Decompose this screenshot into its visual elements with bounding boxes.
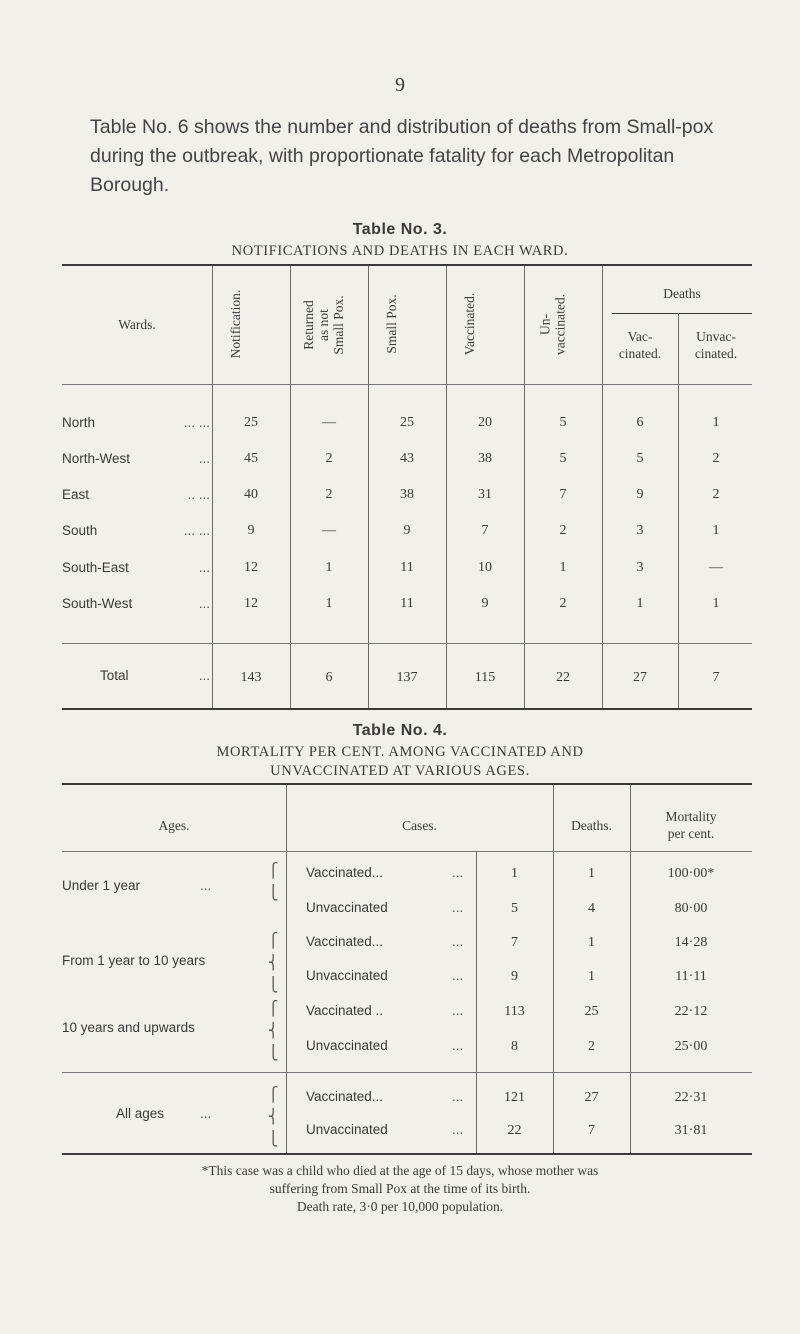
total-vaccinated-cell: 115: [474, 670, 496, 685]
cases-cell: 22: [507, 1123, 522, 1138]
mortality-cell: 31·81: [674, 1123, 708, 1138]
small-pox-cell: 9: [403, 523, 411, 538]
table4-col-divider: [476, 851, 477, 1153]
table3-bottom-rule: [62, 708, 752, 710]
mortality-cell: 22·31: [674, 1090, 708, 1105]
notification-cell: 9: [247, 523, 255, 538]
unvaccinated-cell: 2: [559, 596, 567, 611]
table3-header-unvaccinated: Un- vaccinated.: [537, 293, 568, 356]
table4-subtitle-line2: UNVACCINATED AT VARIOUS AGES.: [270, 763, 530, 779]
cases-cell: 1: [511, 866, 518, 881]
small-pox-cell: 11: [400, 560, 414, 575]
table4-col-divider: [286, 785, 287, 1153]
vaccinated-cell: 31: [478, 487, 492, 502]
unvaccinated-cell: 2: [559, 523, 567, 538]
table4-group-rule: [62, 1072, 752, 1073]
leader-dots: ...: [198, 596, 210, 611]
deaths-cell: 1: [588, 969, 595, 984]
brace-icon: ⎧ ⎩: [268, 864, 279, 901]
table3-header-deaths-vaccinated: Vac- cinated.: [618, 329, 662, 361]
ward-name: North-West: [62, 451, 131, 466]
deaths-vaccinated-cell: 6: [636, 415, 644, 430]
deaths-unvaccinated-cell: 2: [712, 487, 720, 502]
leader-dots: ...: [198, 560, 210, 575]
notification-cell: 40: [244, 487, 258, 502]
leader-dots: ...: [198, 451, 210, 466]
brace-icon: ⎧ ⎨ ⎩: [268, 1088, 279, 1147]
small-pox-cell: 43: [400, 451, 414, 466]
mortality-cell: 80·00: [674, 901, 708, 916]
cases-cell: 113: [504, 1004, 525, 1019]
table3-header-deaths: Deaths: [663, 286, 701, 301]
table3-header-deaths-unvaccinated: Unvac- cinated.: [694, 329, 738, 361]
deaths-vaccinated-cell: 3: [636, 560, 644, 575]
returned-cell: 1: [325, 596, 333, 611]
vaccinated-cell: 9: [481, 596, 489, 611]
leader-dots: .. ...: [187, 487, 210, 502]
brace-icon: ⎧ ⎨ ⎩: [268, 934, 279, 993]
returned-cell: —: [322, 415, 336, 430]
deaths-unvaccinated-cell: 1: [712, 523, 720, 538]
table3-subtitle: NOTIFICATIONS AND DEATHS IN EACH WARD.: [231, 243, 569, 259]
footnote-line: Death rate, 3·0 per 10,000 population.: [296, 1199, 504, 1214]
table4-subtitle-line1: MORTALITY PER CENT. AMONG VACCINATED AND: [216, 744, 584, 760]
footnote-line: *This case was a child who died at the age of 15 days, whose mother was: [201, 1163, 599, 1178]
deaths-cell: 7: [588, 1123, 595, 1138]
table3-total-rule: [62, 643, 752, 644]
leader-dots: ...: [452, 1122, 464, 1137]
returned-cell: 1: [325, 560, 333, 575]
deaths-cell: 1: [588, 866, 595, 881]
vaccination-type: Unvaccinated: [306, 968, 388, 983]
mortality-cell: 22·12: [674, 1004, 708, 1019]
leader-dots: ...: [198, 668, 210, 683]
table3-header-small-pox: Small Pox.: [384, 294, 399, 354]
deaths-vaccinated-cell: 9: [636, 487, 644, 502]
vaccination-type: Vaccinated...: [306, 1089, 384, 1104]
table3-header-returned: Returned as not Small Pox.: [301, 295, 346, 355]
leader-dots: ...: [452, 1003, 464, 1018]
deaths-cell: 25: [584, 1004, 599, 1019]
leader-dots: ...: [200, 1106, 212, 1121]
age-group-label: Under 1 year: [62, 878, 141, 893]
notification-cell: 25: [244, 415, 258, 430]
unvaccinated-cell: 1: [559, 560, 567, 575]
ward-name: South: [62, 523, 98, 538]
deaths-cell: 27: [584, 1090, 599, 1105]
total-deaths-vaccinated-cell: 27: [633, 670, 647, 685]
mortality-cell: 100·00*: [667, 866, 715, 881]
table3-header-notification: Notification.: [228, 289, 243, 359]
leader-dots: ...: [452, 934, 464, 949]
small-pox-cell: 38: [400, 487, 414, 502]
ward-name: South-East: [62, 560, 129, 575]
age-group-label: All ages: [116, 1106, 165, 1121]
vaccination-type: Vaccinated...: [306, 934, 384, 949]
leader-dots: ... ...: [183, 415, 210, 430]
cases-cell: 121: [504, 1090, 525, 1105]
table3-header-rule: [62, 384, 752, 385]
vaccinated-cell: 20: [478, 415, 492, 430]
table3-title: Table No. 3.: [352, 221, 448, 238]
deaths-unvaccinated-cell: 1: [712, 415, 720, 430]
vaccinated-cell: 7: [481, 523, 489, 538]
deaths-vaccinated-cell: 3: [636, 523, 644, 538]
age-group-label: 10 years and upwards: [62, 1020, 195, 1035]
deaths-unvaccinated-cell: 2: [712, 451, 720, 466]
total-deaths-unvaccinated-cell: 7: [712, 670, 720, 685]
mortality-cell: 11·11: [675, 969, 707, 984]
total-notification-cell: 143: [240, 670, 262, 685]
leader-dots: ...: [452, 968, 464, 983]
table4-bottom-rule: [62, 1153, 752, 1155]
deaths-cell: 4: [588, 901, 595, 916]
vaccinated-cell: 38: [478, 451, 492, 466]
returned-cell: —: [322, 523, 336, 538]
leader-dots: ...: [452, 900, 464, 915]
ward-name: North: [62, 415, 96, 430]
vaccination-type: Vaccinated ..: [306, 1003, 384, 1018]
notification-cell: 12: [244, 560, 258, 575]
ward-name: South-West: [62, 596, 133, 611]
cases-cell: 8: [511, 1039, 518, 1054]
brace-icon: ⎧ ⎨ ⎩: [268, 1002, 279, 1061]
page-number: 9: [395, 74, 405, 96]
unvaccinated-cell: 5: [559, 451, 567, 466]
deaths-unvaccinated-cell: —: [709, 560, 723, 575]
cases-cell: 5: [511, 901, 518, 916]
footnote-line: suffering from Small Pox at the time of its birth.: [269, 1181, 531, 1196]
small-pox-cell: 25: [400, 415, 414, 430]
leader-dots: ...: [452, 1038, 464, 1053]
vaccination-type: Vaccinated...: [306, 865, 384, 880]
leader-dots: ... ...: [183, 523, 210, 538]
unvaccinated-cell: 5: [559, 415, 567, 430]
ward-name: East: [62, 487, 90, 502]
leader-dots: ...: [452, 865, 464, 880]
leader-dots: ...: [452, 1089, 464, 1104]
vaccinated-cell: 10: [478, 560, 492, 575]
unvaccinated-cell: 7: [559, 487, 567, 502]
returned-cell: 2: [325, 487, 333, 502]
vaccination-type: Unvaccinated: [306, 900, 388, 915]
total-small-pox-cell: 137: [396, 670, 418, 685]
mortality-cell: 25·00: [674, 1039, 708, 1054]
table3-deaths-rule: [612, 313, 752, 314]
intro-paragraph: Table No. 6 shows the number and distribution of deaths from Small-pox during the outbreak, with proportionate fatality for each Metropolitan Borough.: [90, 116, 714, 196]
table4-header-rule: [62, 851, 752, 852]
table4-header-ages: Ages.: [158, 818, 190, 833]
table3-header-wards: Wards.: [118, 317, 156, 332]
table4-title: Table No. 4.: [352, 722, 448, 739]
returned-cell: 2: [325, 451, 333, 466]
deaths-unvaccinated-cell: 1: [712, 596, 720, 611]
mortality-cell: 14·28: [674, 935, 708, 950]
cases-cell: 9: [511, 969, 518, 984]
total-label: Total: [100, 668, 129, 683]
table3-header-vaccinated: Vaccinated.: [462, 292, 477, 356]
cases-cell: 7: [511, 935, 518, 950]
leader-dots: ...: [200, 878, 212, 893]
notification-cell: 45: [244, 451, 258, 466]
total-unvaccinated-cell: 22: [556, 670, 570, 685]
deaths-vaccinated-cell: 5: [636, 451, 644, 466]
vaccination-type: Unvaccinated: [306, 1038, 388, 1053]
table3-col-divider: [678, 313, 679, 708]
deaths-vaccinated-cell: 1: [636, 596, 644, 611]
age-group-label: From 1 year to 10 years: [62, 953, 206, 968]
small-pox-cell: 11: [400, 596, 414, 611]
total-returned-cell: 6: [325, 670, 333, 685]
table4-header-deaths: Deaths.: [571, 818, 612, 833]
deaths-cell: 1: [588, 935, 595, 950]
deaths-cell: 2: [588, 1039, 595, 1054]
table4-top-rule: [62, 783, 752, 785]
table3-top-rule: [62, 264, 752, 266]
notification-cell: 12: [244, 596, 258, 611]
vaccination-type: Unvaccinated: [306, 1122, 388, 1137]
table4-header-mortality: Mortality per cent.: [665, 809, 717, 841]
table4-header-cases: Cases.: [402, 818, 437, 833]
